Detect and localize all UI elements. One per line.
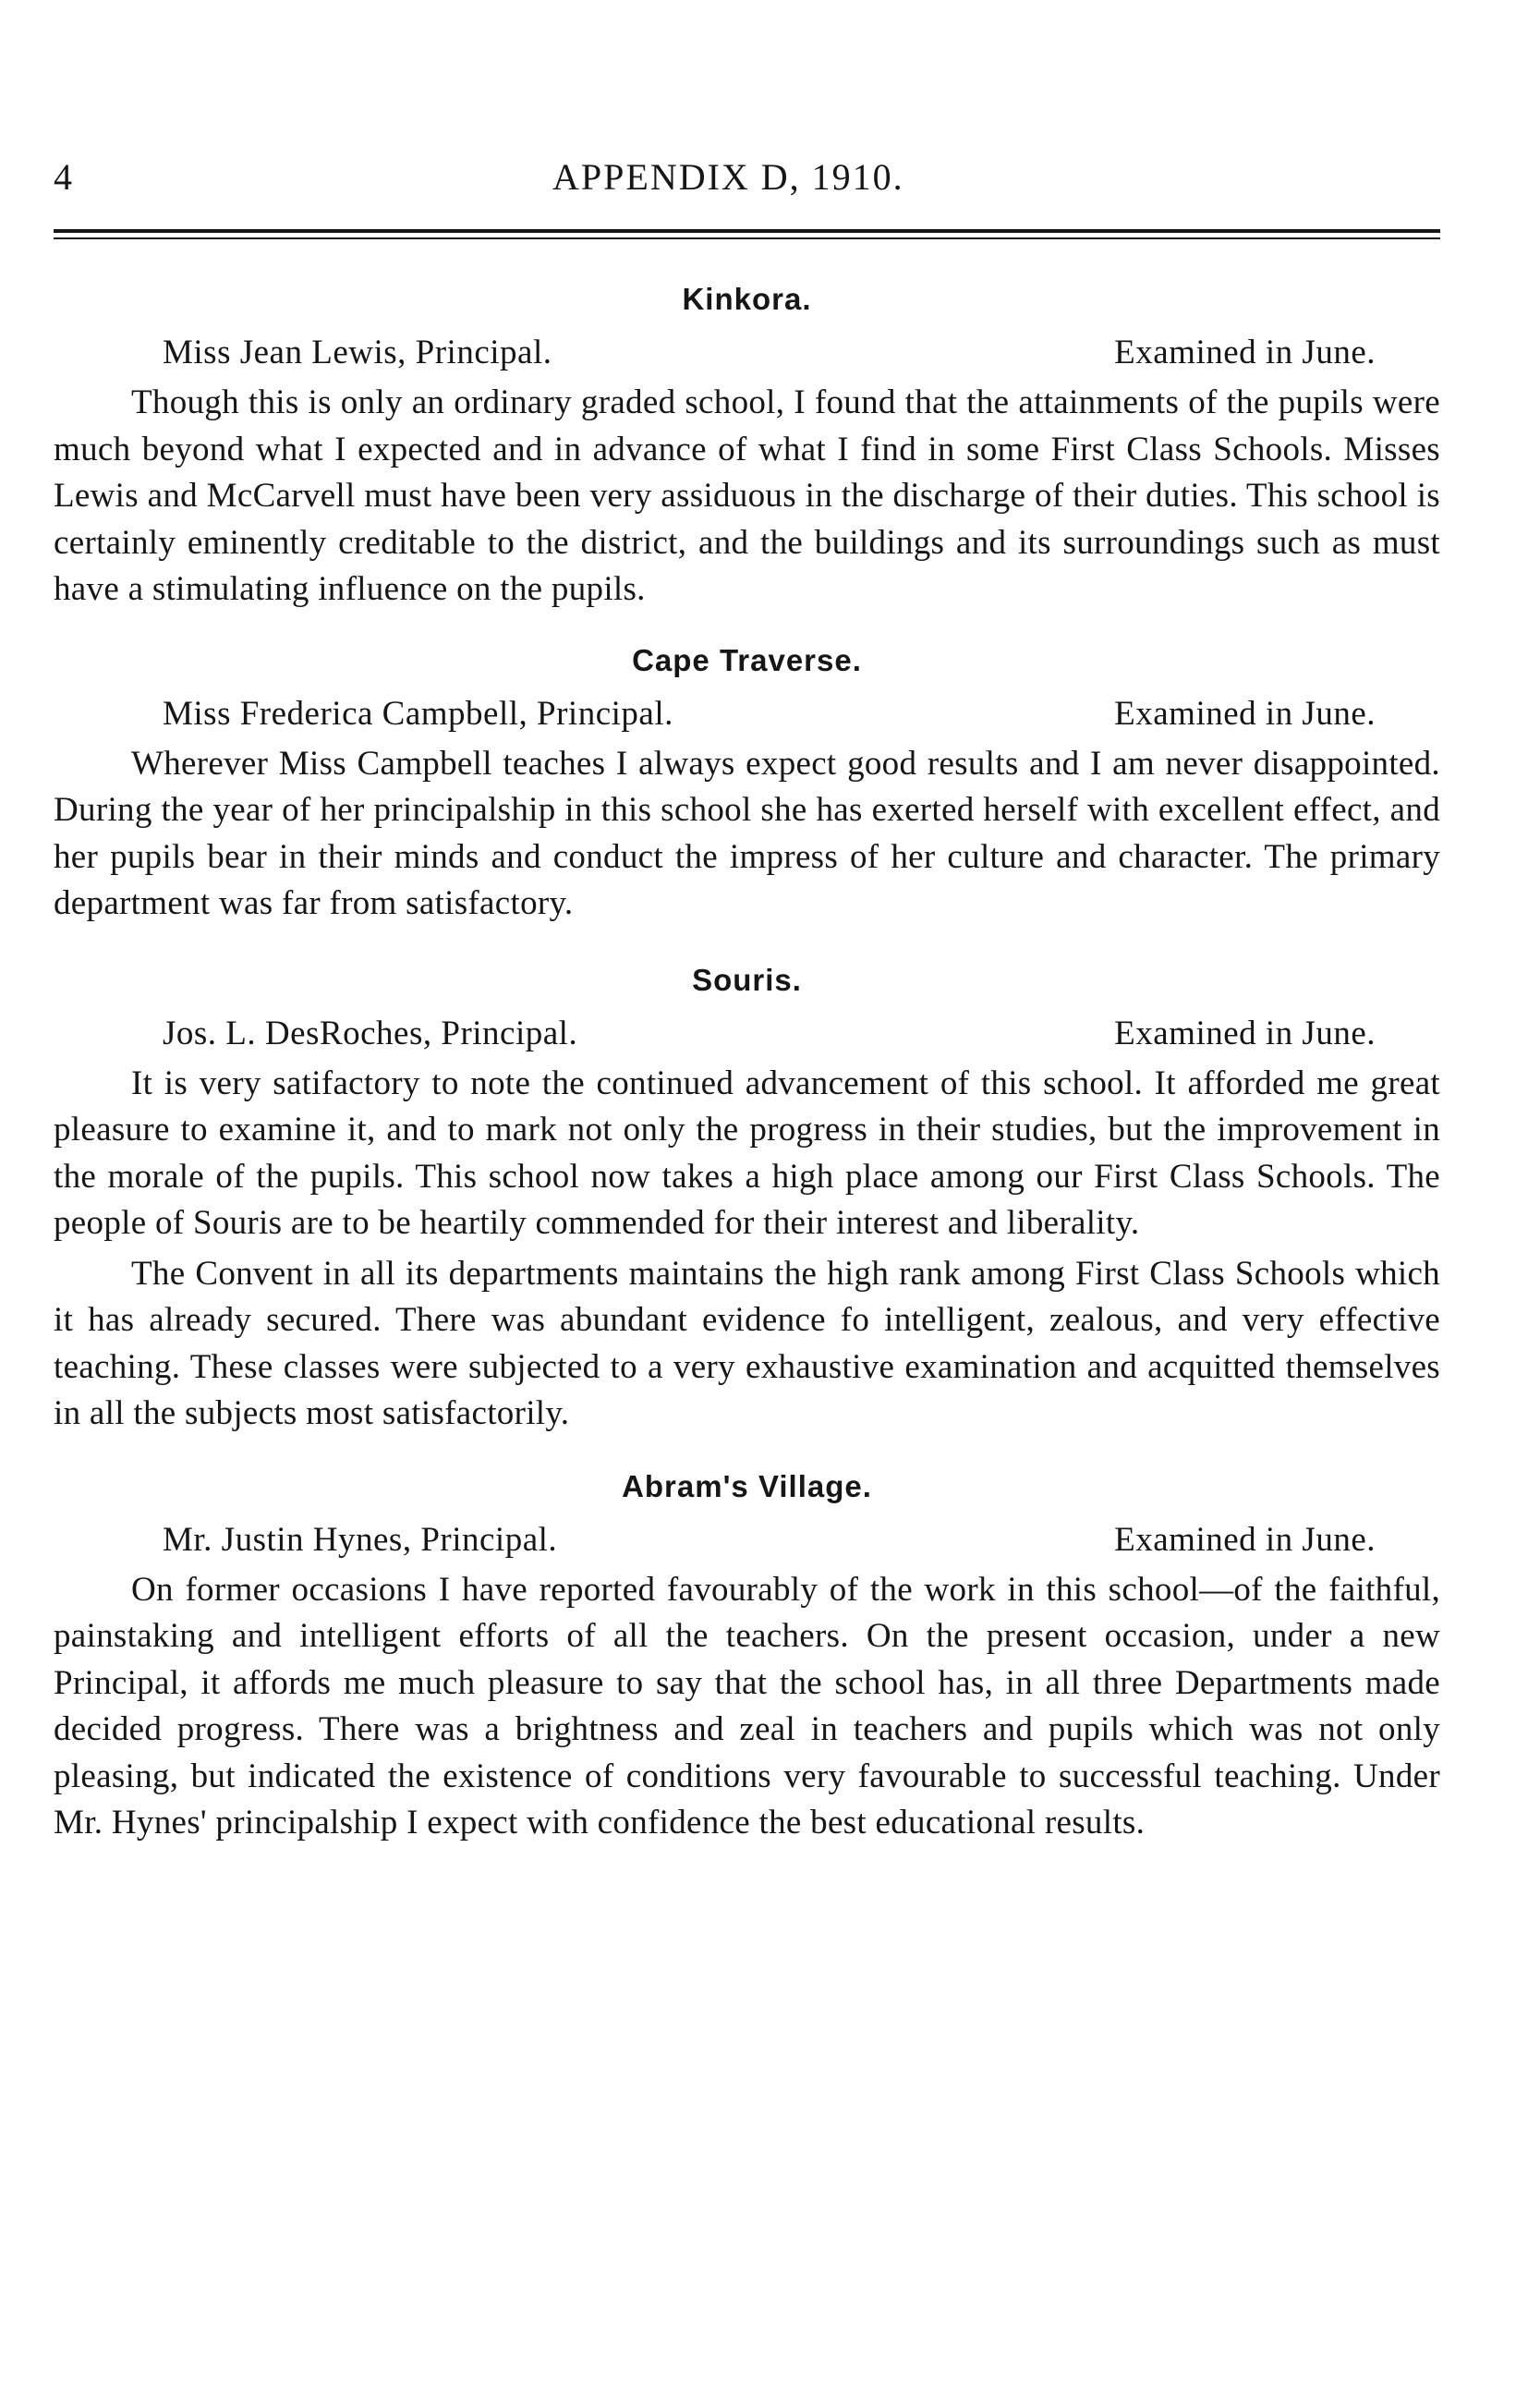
section-kinkora xyxy=(54,278,1440,614)
running-head-title: APPENDIX D, 1910. xyxy=(552,156,904,198)
principal-line: Miss Frederica Campbell, Principal. xyxy=(163,694,673,733)
section-souris xyxy=(54,959,1440,1438)
paragraph: Wherever Miss Campbell teaches I always expect good results and I am never disappointed. During the year of her principalship in this school she has exerted herself with excellent effect, and her pupils bear in their minds and conduct the impress of her culture and character. The primary department was far from satisfactory. xyxy=(54,744,1440,922)
section-meta xyxy=(54,330,1440,376)
examined-line: Examined in June. xyxy=(1114,1520,1376,1559)
paragraph: On former occasions I have reported favourably of the work in this school—of the faithful, painstaking and intelligent efforts of all the teachers. On the present occasion, under a new Principal, it affords me much pleasure to say that the school has, in all three Departments made decided progress. There was a brightness and zeal in teachers and pupils which was not only pleasing, but indicated the existence of conditions very favourable to successful teaching. Under Mr. Hynes' principalship I expect with confidence the best educational results. xyxy=(54,1570,1440,1842)
section-meta xyxy=(54,691,1440,737)
section-abrams-village xyxy=(54,1465,1440,1847)
examined-line: Examined in June. xyxy=(1114,334,1376,371)
section-cape-traverse xyxy=(54,639,1440,928)
running-head xyxy=(54,139,1440,213)
section-meta xyxy=(54,1517,1440,1563)
examined-line: Examined in June. xyxy=(1114,694,1376,733)
paragraph: The Convent in all its departments maintains the high rank among First Class Schools which it has already secured. There was abundant evidence fo intelligent, zealous, and very effective teaching. These classes were subjected to a very exhaustive examination and acquitted themselves in all the subjects most satisfactorily. xyxy=(54,1254,1440,1432)
section-title: Kinkora. xyxy=(682,282,812,316)
examined-line: Examined in June. xyxy=(1114,1014,1376,1052)
section-meta xyxy=(54,1011,1440,1057)
section-title: Souris. xyxy=(692,962,802,997)
principal-line: Mr. Justin Hynes, Principal. xyxy=(163,1520,558,1559)
principal-line: Jos. L. DesRoches, Principal. xyxy=(163,1014,578,1052)
section-title: Cape Traverse. xyxy=(632,642,862,677)
page-number: 4 xyxy=(54,156,74,198)
header-rule xyxy=(54,229,1440,239)
paragraph: Though this is only an ordinary graded school, I found that the attainments of the pupils were much beyond what I expected and in advance of what I find in some First Class Schools. Misses Lewis and McCarvell must have been very assiduous in the discharge of their duties. This school is certainly eminently creditable to the district, and the buildings and its surroundings such as must have a stimulating influence on the pupils. xyxy=(54,383,1440,608)
section-title: Abram's Village. xyxy=(622,1468,872,1503)
paragraph: It is very satifactory to note the continued advancement of this school. It afforded me great pleasure to examine it, and to mark not only the progress in their studies, but the improvement in the morale of the pupils. This school now takes a high place among our First Class Schools. The people of Souris are to be heartily commended for their interest and liberality. xyxy=(54,1064,1440,1242)
principal-line: Miss Jean Lewis, Principal. xyxy=(163,334,552,371)
